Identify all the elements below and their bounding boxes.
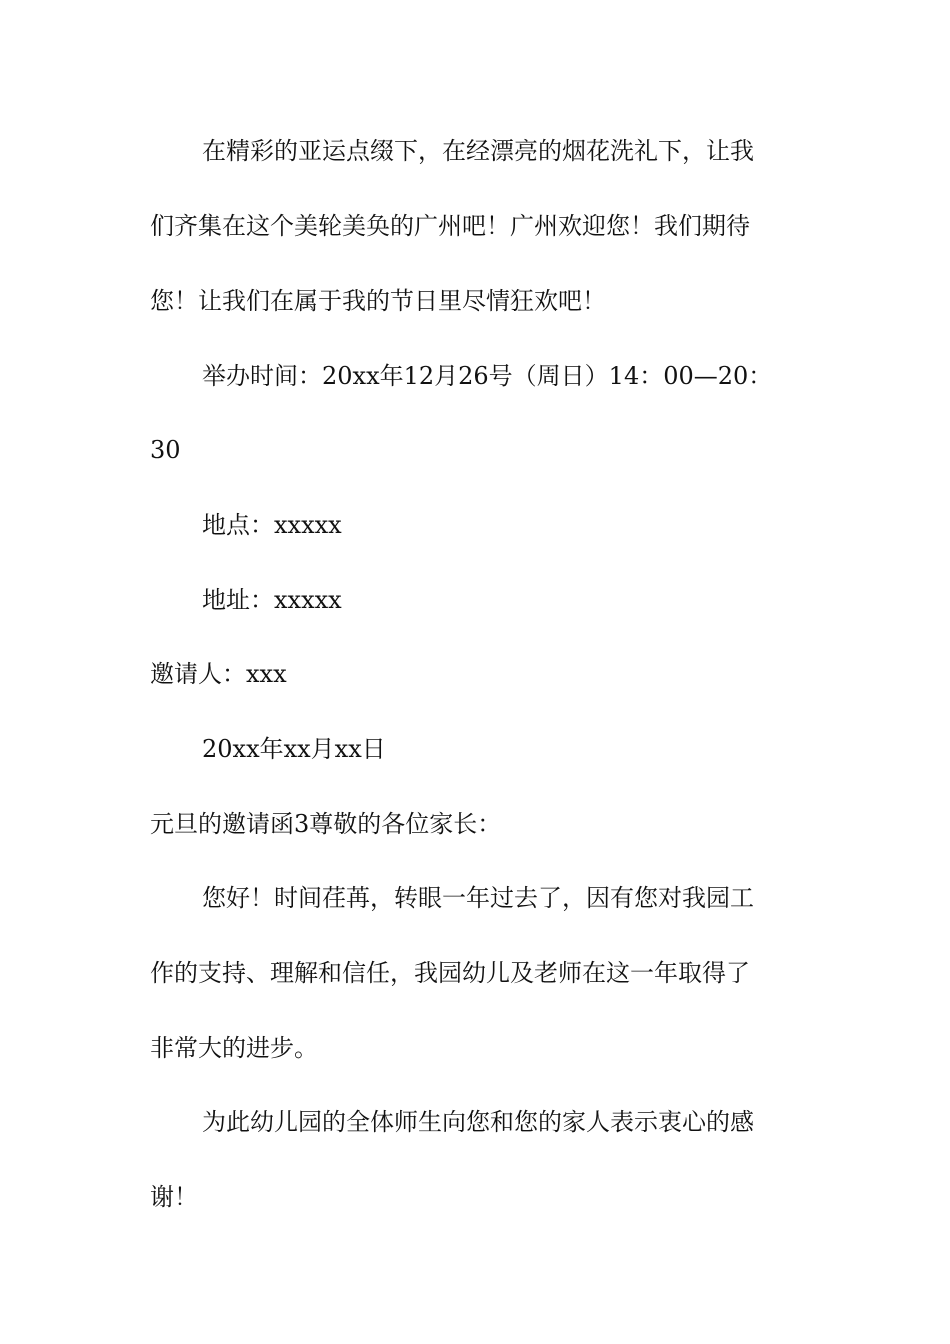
paragraph-line: 非常大的进步。 xyxy=(150,1034,318,1062)
address-line: 地址：xxxxx xyxy=(202,586,342,614)
venue-line: 地点：xxxxx xyxy=(202,511,342,539)
paragraph-line: 谢！ xyxy=(150,1183,198,1211)
section-heading: 元旦的邀请函3尊敬的各位家长： xyxy=(150,810,502,838)
paragraph-line: 您好！时间荏苒，转眼一年过去了，因有您对我园工 xyxy=(202,884,754,912)
event-time-line-continued: 30 xyxy=(150,436,181,464)
paragraph-line: 们齐集在这个美轮美奂的广州吧！广州欢迎您！我们期待 xyxy=(150,212,750,240)
paragraph-line: 您！让我们在属于我的节日里尽情狂欢吧！ xyxy=(150,287,606,315)
inviter-line: 邀请人：xxx xyxy=(150,660,287,688)
paragraph-line: 在精彩的亚运点缀下，在经漂亮的烟花洗礼下，让我 xyxy=(202,137,754,165)
paragraph-line: 作的支持、理解和信任，我园幼儿及老师在这一年取得了 xyxy=(150,959,750,987)
paragraph-line: 为此幼儿园的全体师生向您和您的家人表示衷心的感 xyxy=(202,1108,754,1136)
date-line: 20xx年xx月xx日 xyxy=(202,735,386,763)
event-time-line: 举办时间：20xx年12月26号（周日）14：00—20： xyxy=(202,362,773,390)
